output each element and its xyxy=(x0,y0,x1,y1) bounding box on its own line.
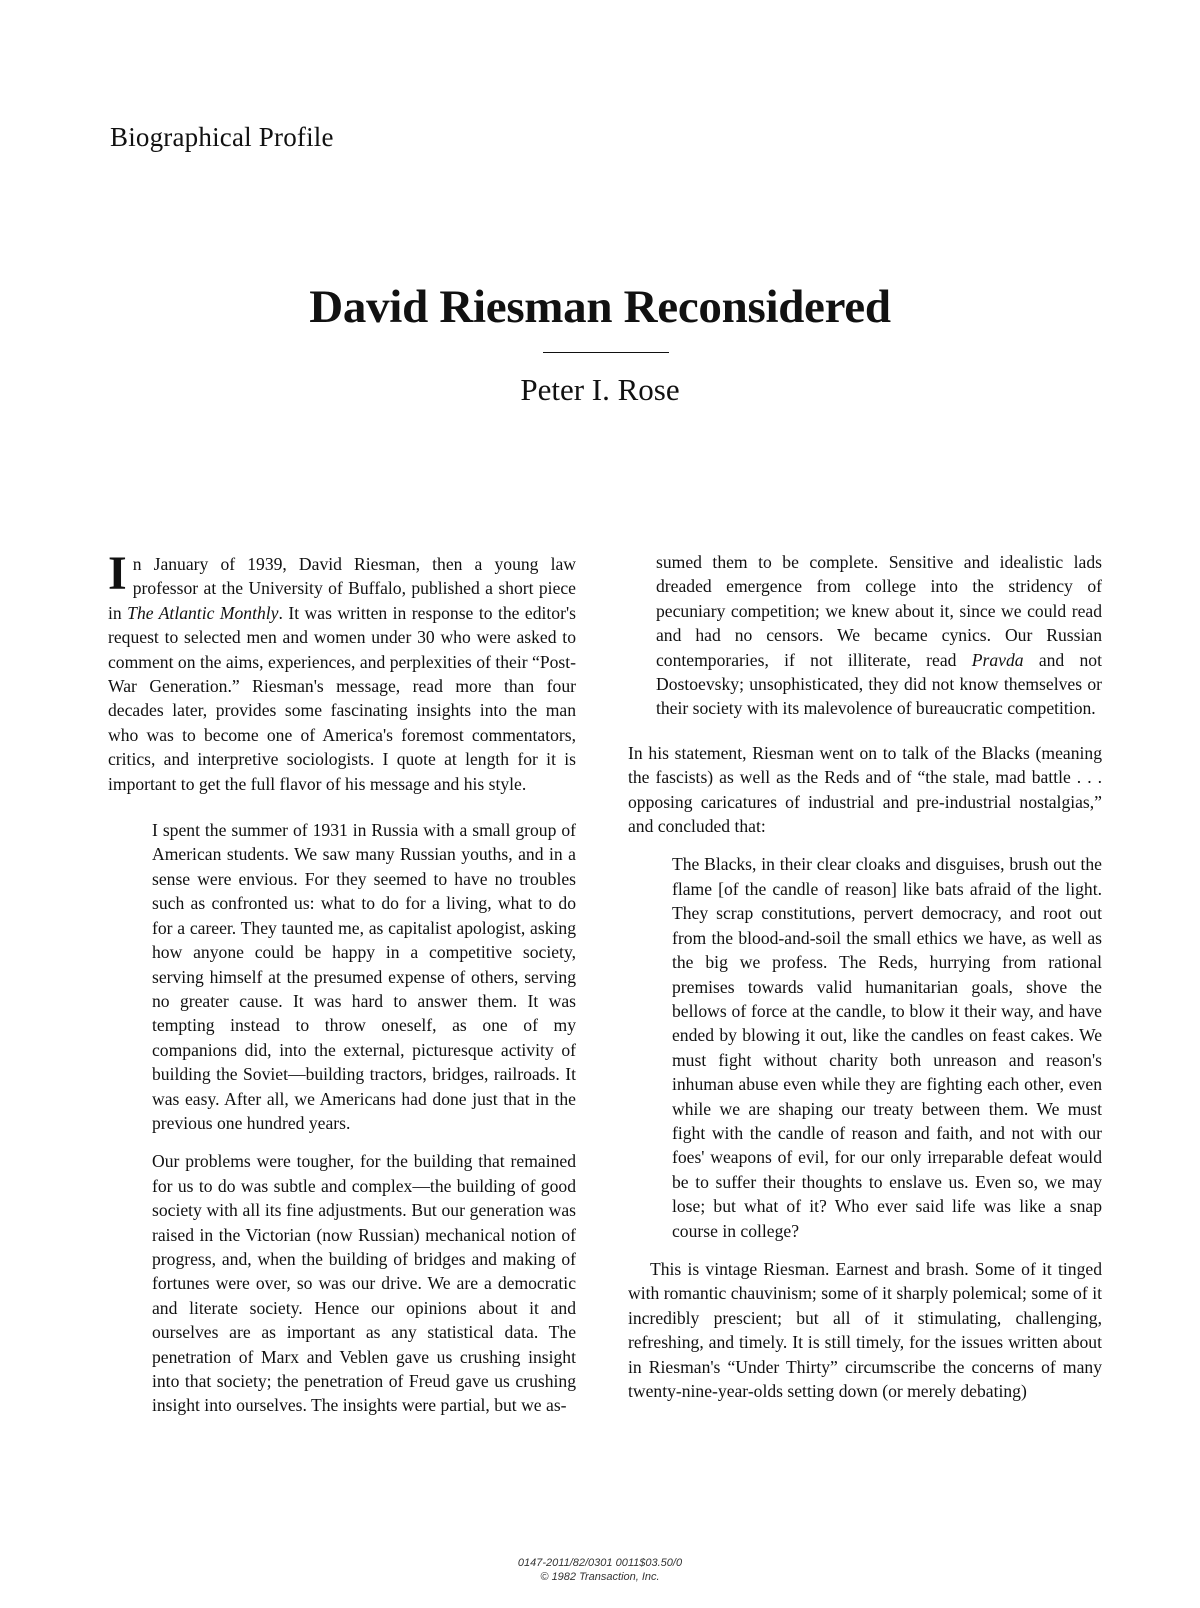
intro-text-end: . It was written in response to the editor's request to selected men and women under 30 who were asked to comment on the aims, experiences, and perplexities of their “Post-War Generation.” Riesman's message, read more than four decades later, provides some fascinating insights into the man who was to become one of America's foremost commentators, critics, and interpretive sociologists. I quote at length for it is important to get the full flavor of his message and his style. xyxy=(108,602,576,794)
author-name: Peter I. Rose xyxy=(520,372,680,407)
intro-paragraph xyxy=(108,547,576,796)
article-title: David Riesman Reconsidered xyxy=(309,281,891,333)
newspaper-title: Pravda xyxy=(971,649,1024,670)
footer-copyright: © 1982 Transaction, Inc. xyxy=(540,1571,660,1583)
block-quote-2-continued xyxy=(656,550,1102,721)
quote-cont-text-end: and not Dostoevsky; unsophisticated, they did not know themselves or their society with its malevolence of bureaucratic competition. xyxy=(656,649,1102,719)
section-label: Biographical Profile xyxy=(110,122,334,152)
left-column xyxy=(108,547,576,1418)
intro-text: n January of 1939, David Riesman, then a young law professor at the University of Buffalo, published a short piece in xyxy=(108,554,576,623)
journal-title: The Atlantic Monthly xyxy=(127,602,279,623)
copyright-footer xyxy=(0,1556,1200,1584)
title-divider xyxy=(543,352,669,353)
right-column xyxy=(628,550,1102,1403)
body-paragraph-3: This is vintage Riesman. Earnest and brash. Some of it tinged with romantic chauvinism; some of it sharply polemical; some of it incredibly prescient; but all of it stimulating, challenging, refreshing, and timely. It is still timely, for the issues written about in Riesman's “Under Thirty” circumscribe the concerns of many twenty-nine-year-olds setting down (or merely debating) xyxy=(628,1258,1102,1401)
block-quote-2: Our problems were tougher, for the building that remained for us to do was subtle and complex—the building of good society with all its fine adjustments. But our generation was raised in the Victorian (now Russian) mechanical notion of progress, and, when the building of bridges and making of fortunes were over, so was our drive. We are a democratic and literate society. Hence our opinions about it and ourselves are as important as any statistical data. The penetration of Marx and Veblen gave us crushing insight into that society; the penetration of Freud gave us crushing insight into ourselves. The insights were partial, but we as- xyxy=(152,1151,576,1416)
drop-cap: I xyxy=(108,547,127,600)
block-quote-1: I spent the summer of 1931 in Russia with a small group of American students. We saw many Russian youths, and in a sense were envious. For they seemed to have no troubles such as confronted us: what to do for a living, what to do for a career. They taunted me, as capitalist apologist, asking how anyone could be happy in a competitive society, serving himself at the presumed expense of others, serving no greater cause. It was hard to answer them. It was tempting instead to throw oneself, as one of my companions did, into the external, picturesque activity of building the Soviet—building tractors, bridges, railroads. It was easy. After all, we Americans had done just that in the previous one hundred years. xyxy=(152,820,576,1133)
block-quote-3: The Blacks, in their clear cloaks and disguises, brush out the flame [of the candle of reason] like bats afraid of the light. They scrap constitutions, pervert democracy, and root out from the blood-and-soil the small ethics we have, as well as the big we profess. The Reds, hurrying from rational premises towards valid humanitarian goals, shove the bellows of force at the candle, to blow it their way, and have ended by blowing it out, like the candles on feast cakes. We must fight without charity both unreason and reason's inhuman abuse even while they are fighting each other, even while we are shaping our treaty between them. We must fight with the candle of reason and faith, and not with our foes' weapons of evil, for our only irreparable defeat would be to suffer their thoughts to enslave us. Even so, we may lose; but what of it? Who ever said life was like a snap course in college? xyxy=(672,854,1102,1241)
quote-cont-text: sumed them to be complete. Sensitive and idealistic lads dreaded emergence from college into the stridency of pecuniary competition; we knew about it, since we could read and had no censors. We became cynics. Our Russian contemporaries, if not illiterate, read xyxy=(656,552,1102,670)
body-paragraph-2: In his statement, Riesman went on to talk of the Blacks (meaning the fascists) as well as the Reds and of “the stale, mad battle . . . opposing caricatures of industrial and pre-industrial nostalgias,” and concluded that: xyxy=(628,742,1102,837)
footer-code: 0147-2011/82/0301 0011$03.50/0 xyxy=(517,1557,683,1569)
